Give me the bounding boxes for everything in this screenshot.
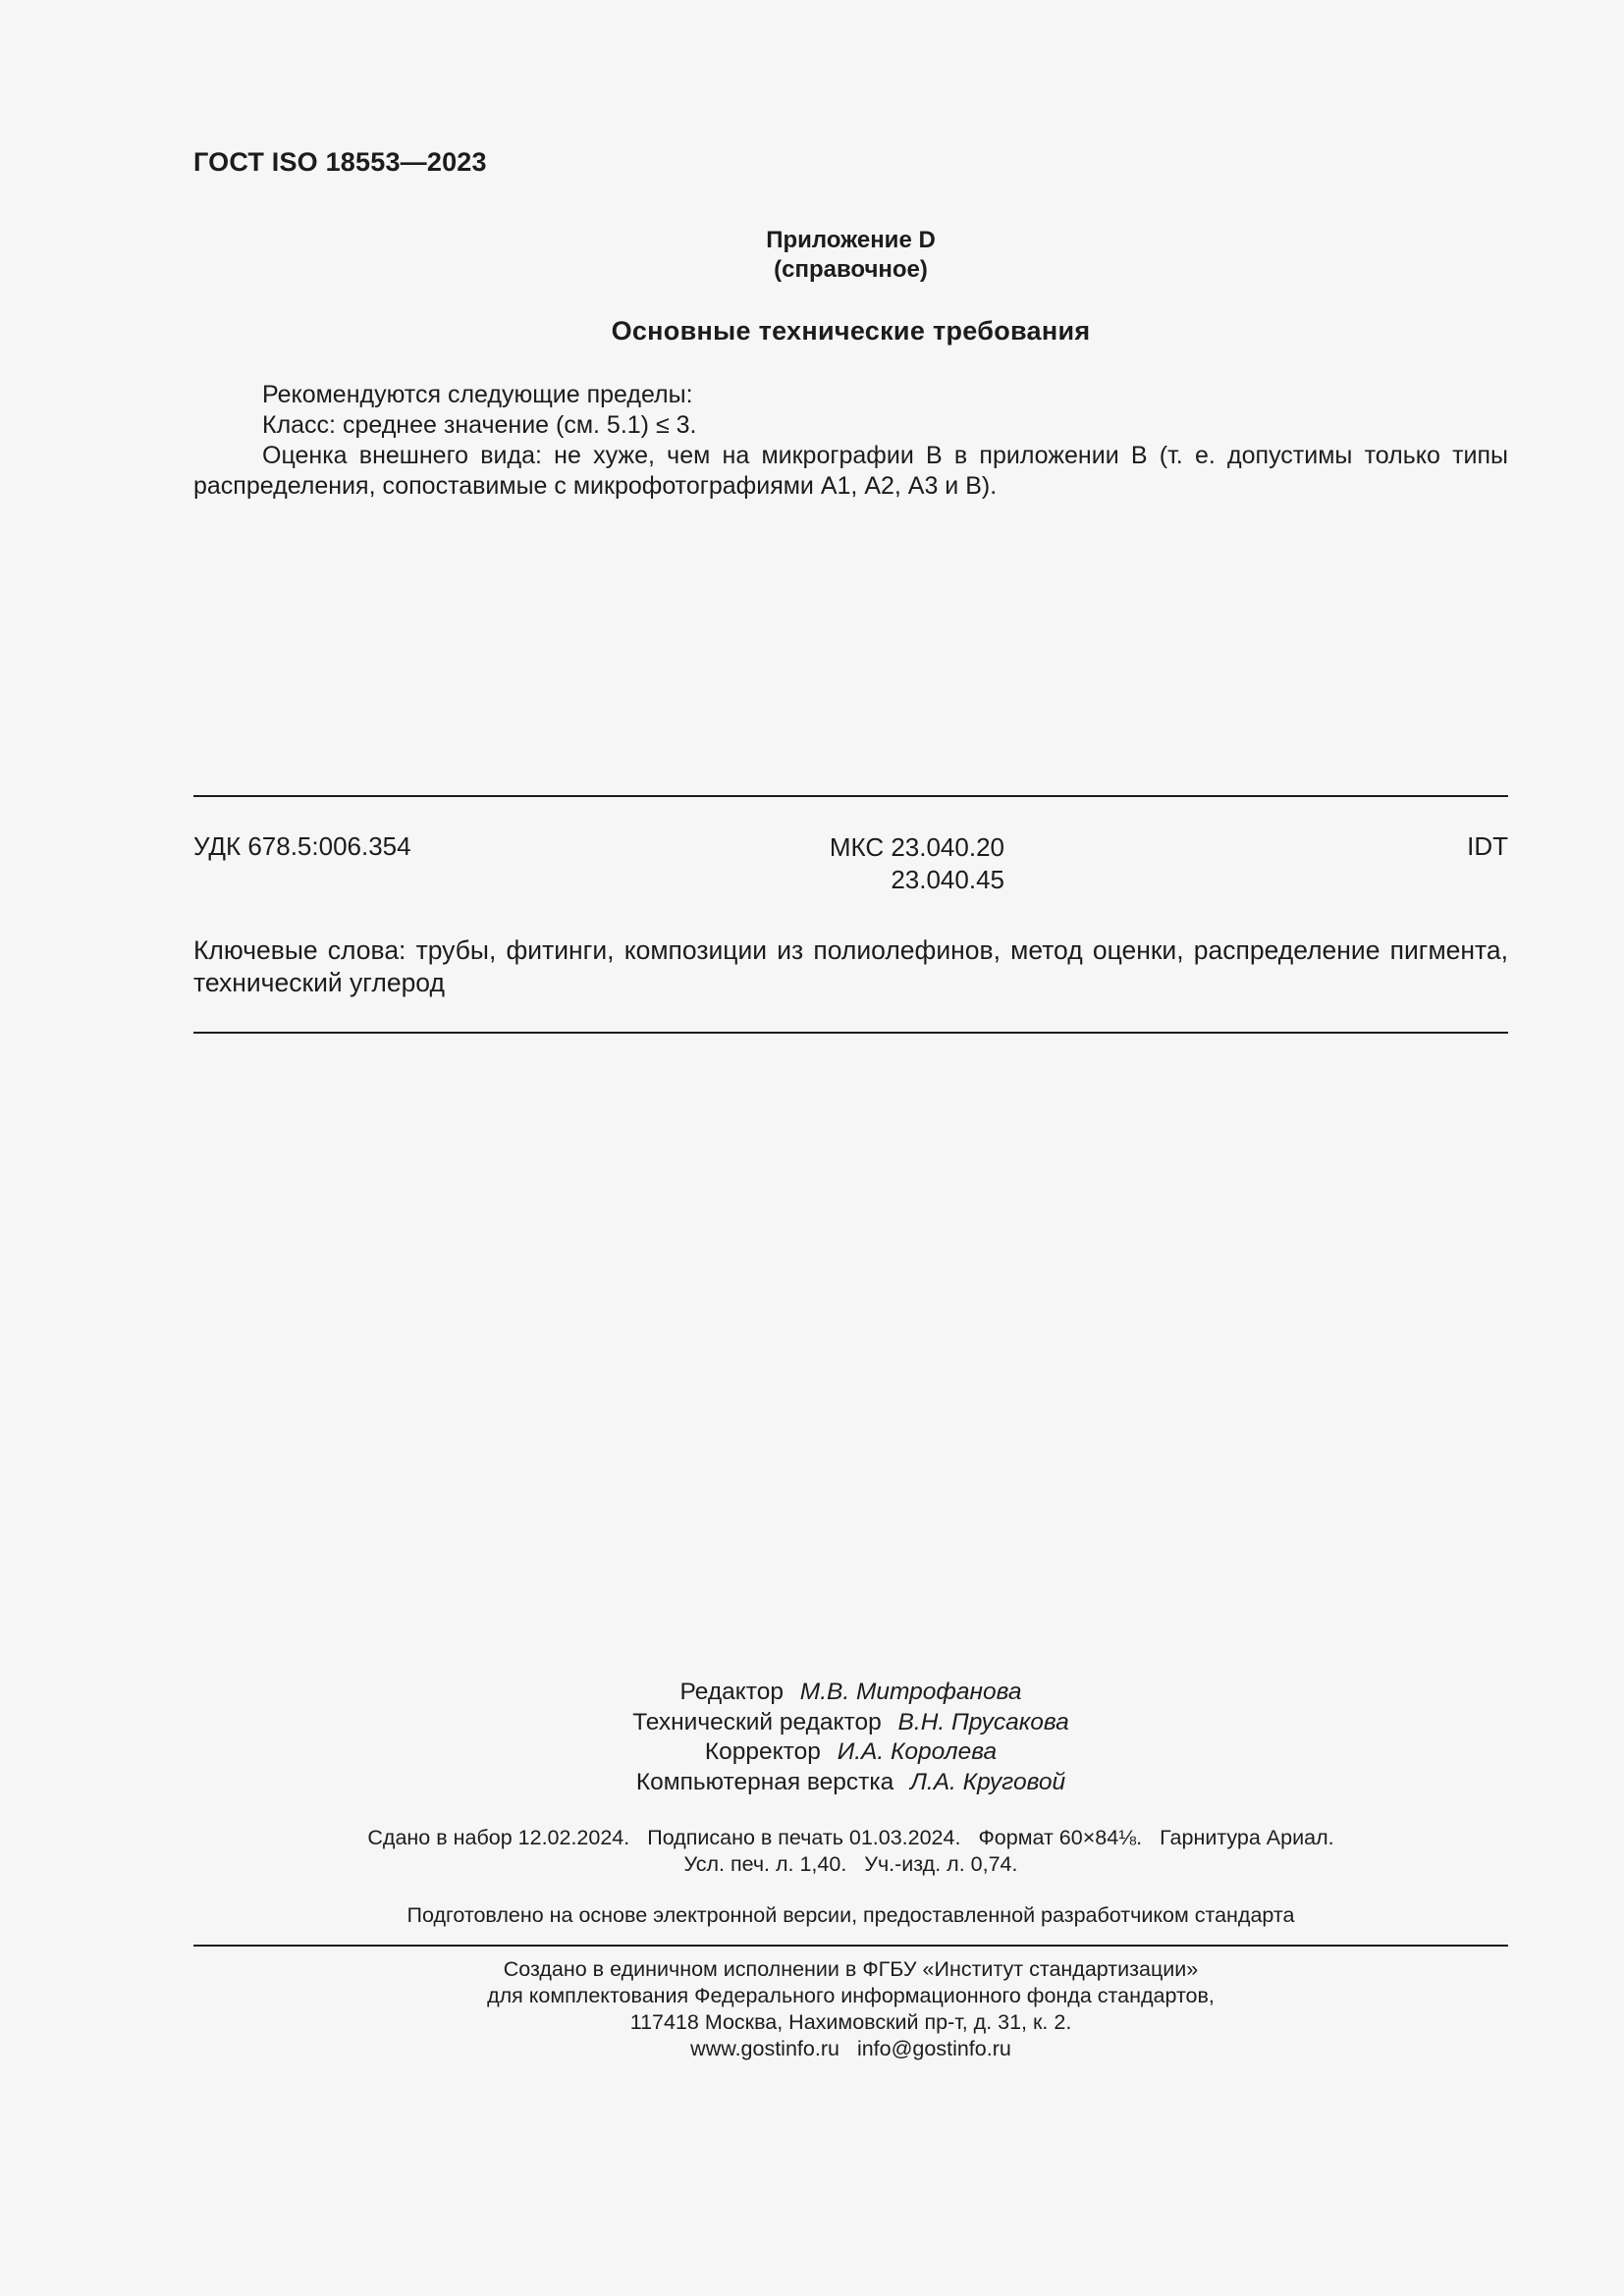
- credit-role: Редактор: [679, 1679, 784, 1705]
- credit-role: Корректор: [704, 1738, 821, 1765]
- keywords: Ключевые слова: трубы, фитинги, композиции из полиолефинов, метод оценки, распределение пигмента, технический углерод: [193, 935, 1508, 997]
- imprint-line: [193, 1825, 1508, 1851]
- section-title: Основные технические требования: [611, 316, 1091, 346]
- body-text: [193, 380, 1508, 502]
- divider: [193, 1945, 1508, 1947]
- paragraph: Рекомендуются следующие пределы:: [262, 381, 693, 408]
- email-link[interactable]: info@gostinfo.ru: [856, 2037, 1011, 2060]
- website-link[interactable]: www.gostinfo.ru: [690, 2037, 839, 2060]
- credit-line: [193, 1768, 1508, 1798]
- imprint-typeface: Гарнитура Ариал.: [1160, 1826, 1334, 1849]
- imprint: [193, 1825, 1508, 1878]
- document-id: ГОСТ ISO 18553—2023: [193, 147, 487, 177]
- appendix-type: (справочное): [774, 256, 928, 283]
- prepared-note: Подготовлено на основе электронной версии, предоставленной разработчиком стандарта: [406, 1903, 1295, 1927]
- credits: [193, 1678, 1508, 1797]
- publisher-contacts: [193, 2036, 1508, 2062]
- mks-code-primary: МКС 23.040.20: [829, 832, 1004, 862]
- imprint-line: [193, 1851, 1508, 1878]
- imprint-pub-sheets: Уч.-изд. л. 0,74.: [864, 1852, 1018, 1876]
- credit-name: И.А. Королева: [837, 1738, 998, 1765]
- imprint-signed: Подписано в печать 01.03.2024.: [647, 1826, 961, 1849]
- appendix-title: Приложение D: [766, 227, 936, 253]
- imprint-print-sheets: Усл. печ. л. 1,40.: [683, 1852, 847, 1876]
- mks-code-secondary: 23.040.45: [891, 865, 1004, 894]
- idt-marker: IDT: [1467, 831, 1508, 861]
- publisher-address: 117418 Москва, Нахимовский пр-т, д. 31, к. 2.: [629, 2010, 1072, 2034]
- credit-line: [193, 1737, 1508, 1768]
- credit-line: [193, 1678, 1508, 1708]
- credit-role: Компьютерная верстка: [635, 1768, 894, 1795]
- credit-name: В.Н. Прусакова: [897, 1708, 1069, 1735]
- appendix-heading: [193, 226, 1508, 285]
- udc-code: УДК 678.5:006.354: [193, 831, 411, 861]
- divider: [193, 795, 1508, 797]
- publisher-line: для комплектования Федерального информационного фонда стандартов,: [487, 1984, 1215, 2007]
- credit-line: [193, 1708, 1508, 1738]
- publisher-line: Создано в единичном исполнении в ФГБУ «Институт стандартизации»: [503, 1957, 1199, 1981]
- imprint-submitted: Сдано в набор 12.02.2024.: [367, 1826, 630, 1849]
- mks-codes: [746, 831, 1004, 896]
- credit-name: Л.А. Круговой: [910, 1768, 1066, 1795]
- credit-role: Технический редактор: [632, 1708, 882, 1735]
- imprint-format: Формат 60×84⅛.: [978, 1826, 1143, 1849]
- divider: [193, 1032, 1508, 1034]
- paragraph: Класс: среднее значение (см. 5.1) ≤ 3.: [262, 411, 697, 439]
- credit-name: М.В. Митрофанова: [799, 1679, 1022, 1705]
- publisher-info: [193, 1956, 1508, 2062]
- paragraph: Оценка внешнего вида: не хуже, чем на микрографии В в приложении В (т. е. допустимы только типы распределения, сопоставимые с микрофотографиями А1, А2, А3 и В).: [193, 442, 1508, 500]
